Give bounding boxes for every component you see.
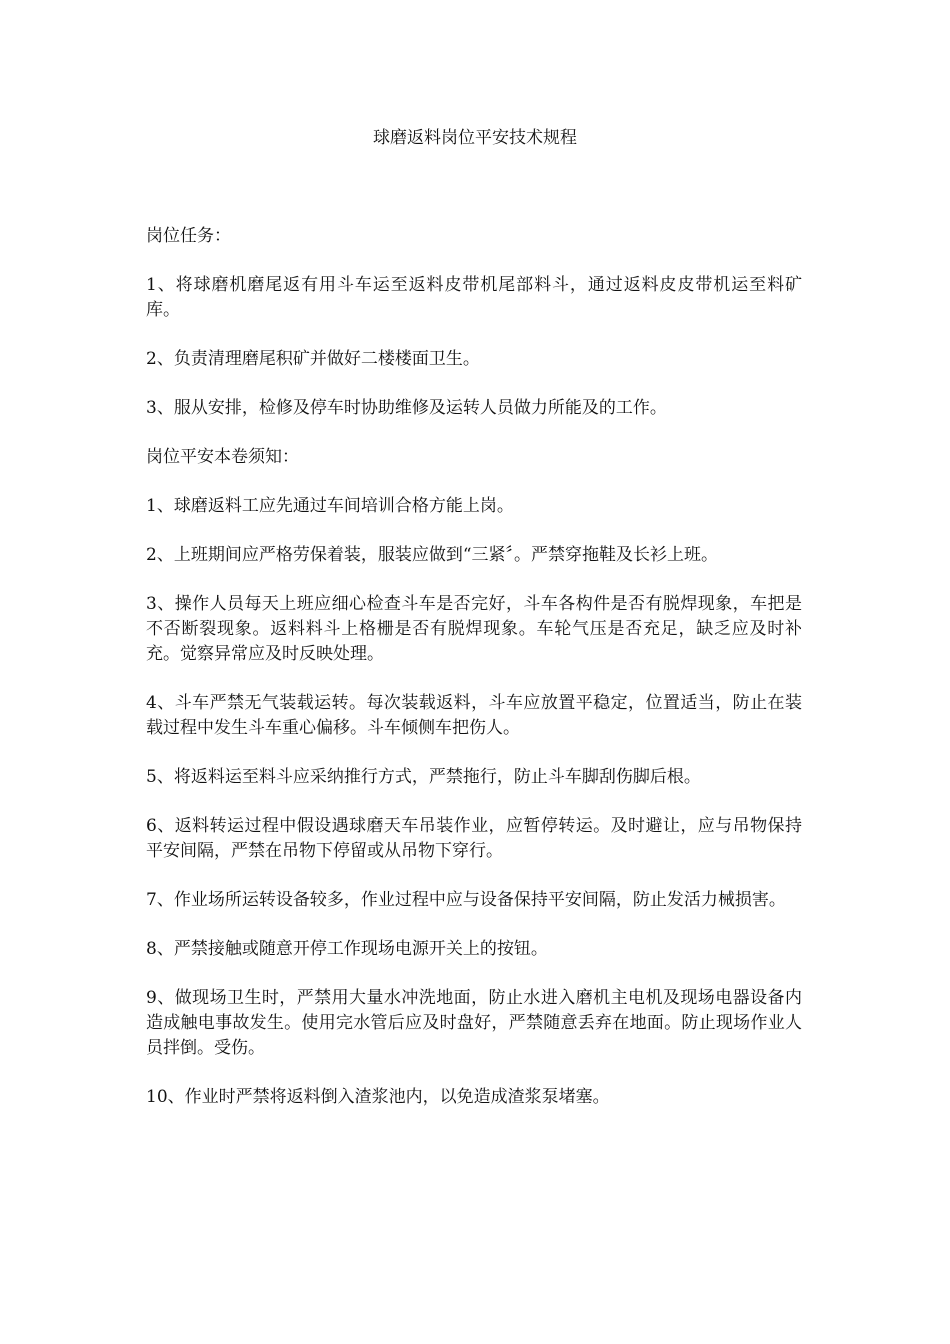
safety-item-9: 9、做现场卫生时，严禁用大量水冲洗地面，防止水进入磨机主电机及现场电器设备内造成触电事故发生。使用完水管后应及时盘好，严禁随意丢弃在地面。防止现场作业人员拌倒。受伤。 (146, 988, 802, 1058)
safety-item-7: 7、作业场所运转设备较多，作业过程中应与设备保持平安间隔，防止发活力械损害。 (146, 890, 786, 910)
safety-item-5: 5、将返料运至料斗应采纳推行方式，严禁拖行，防止斗车脚刮伤脚后根。 (146, 767, 701, 787)
safety-item-6: 6、返料转运过程中假设遇球磨天车吊装作业，应暂停转运。及时避让，应与吊物保持平安间隔，严禁在吊物下停留或从吊物下穿行。 (146, 816, 802, 861)
task-item-3: 3、服从安排，检修及停车时协助维修及运转人员做力所能及的工作。 (146, 398, 667, 418)
safety-item-8: 8、严禁接触或随意开停工作现场电源开关上的按钮。 (146, 939, 548, 959)
section-heading-safety: 岗位平安本卷须知： (146, 447, 299, 467)
document-body (146, 224, 802, 1134)
document-title: 球磨返料岗位平安技术规程 (373, 128, 577, 148)
safety-item-3: 3、操作人员每天上班应细心检查斗车是否完好，斗车各构件是否有脱焊现象，车把是不否断裂现象。返料料斗上格栅是否有脱焊现象。车轮气压是否充足，缺乏应及时补充。觉察异常应及时反映处理。 (146, 594, 802, 664)
safety-item-10: 10、作业时严禁将返料倒入渣浆池内，以免造成渣浆泵堵塞。 (146, 1087, 610, 1107)
safety-item-2: 2、上班期间应严格劳保着装，服装应做到“三紧〞。严禁穿拖鞋及长衫上班。 (146, 545, 719, 565)
safety-item-4: 4、斗车严禁无气装载运转。每次装载返料，斗车应放置平稳定，位置适当，防止在装载过程中发生斗车重心偏移。斗车倾侧车把伤人。 (146, 693, 802, 738)
section-heading-tasks: 岗位任务： (146, 226, 231, 246)
task-item-1: 1、将球磨机磨尾返有用斗车运至返料皮带机尾部料斗，通过返料皮皮带机运至料矿库。 (146, 275, 802, 320)
safety-item-1: 1、球磨返料工应先通过车间培训合格方能上岗。 (146, 496, 514, 516)
task-item-2: 2、负责清理磨尾积矿并做好二楼楼面卫生。 (146, 349, 480, 369)
